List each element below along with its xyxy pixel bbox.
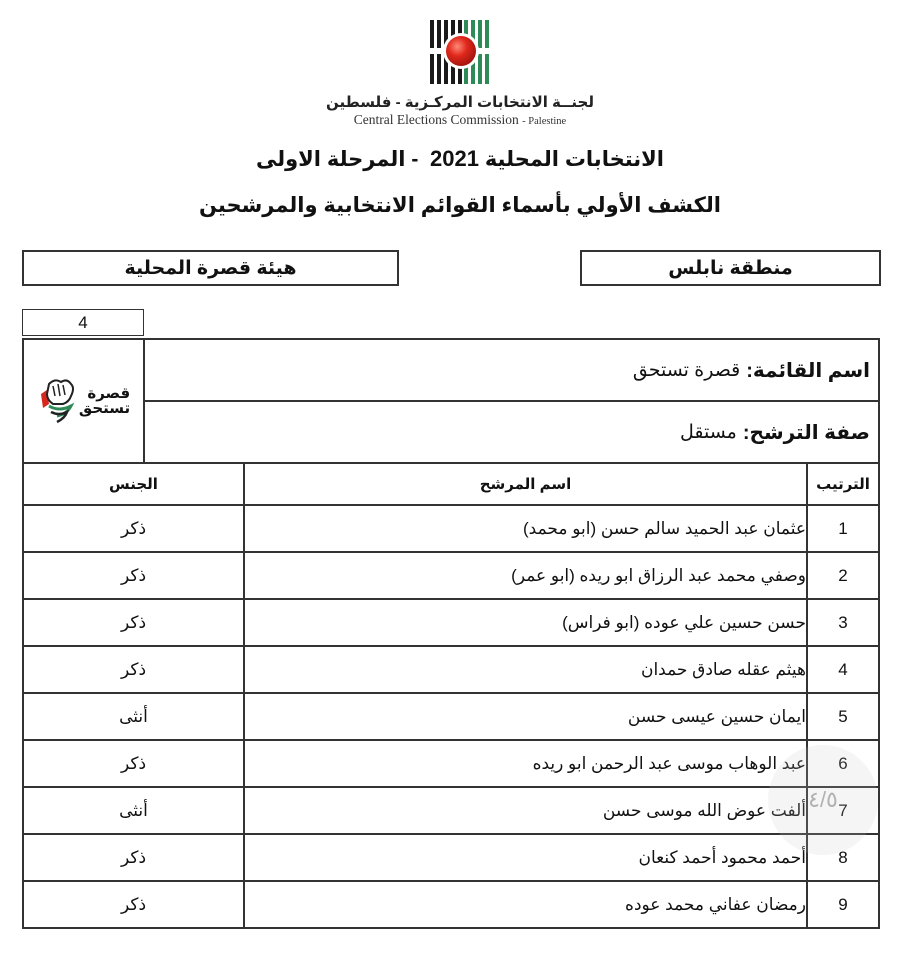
document-title	[150, 146, 770, 172]
cell-order: 3	[807, 599, 878, 646]
cell-gender: ذكر	[24, 599, 244, 646]
raised-fist-logo-icon	[37, 376, 130, 426]
candidacy-type-label: صفة الترشح:	[742, 421, 870, 444]
list-name-label: اسم القائمة:	[746, 359, 870, 382]
candidate-list-sheet	[22, 338, 880, 929]
list-logo-text-line1: قصرة	[87, 385, 131, 402]
list-logo-text	[79, 386, 130, 416]
cell-candidate-name: عثمان عبد الحميد سالم حسن (ابو محمد)	[244, 505, 807, 552]
header-gender: الجنس	[24, 464, 244, 505]
document-subtitle: الكشف الأولي بأسماء القوائم الانتخابية والمرشحين	[199, 194, 721, 217]
table-row	[24, 599, 878, 646]
list-name-row	[145, 340, 878, 400]
org-name-english-main: Central Elections Commission	[353, 112, 519, 127]
cell-gender: ذكر	[24, 646, 244, 693]
cell-candidate-name: وصفي محمد عبد الرزاق ابو ريده (ابو عمر)	[244, 552, 807, 599]
cell-gender: ذكر	[24, 552, 244, 599]
cell-candidate-name: ايمان حسين عيسى حسن	[244, 693, 807, 740]
cell-order: 5	[807, 693, 878, 740]
local-authority-box: هيئة قصرة المحلية	[22, 250, 399, 286]
table-header-row	[24, 464, 878, 505]
cell-order: 8	[807, 834, 878, 881]
candidates-table	[24, 464, 878, 929]
title-phase: - المرحلة الاولى	[255, 148, 419, 171]
title-election-label: الانتخابات المحلية	[484, 148, 665, 171]
cell-candidate-name: حسن حسين علي عوده (ابو فراس)	[244, 599, 807, 646]
list-info-cells	[145, 340, 878, 462]
header-order: الترتيب	[807, 464, 878, 505]
cell-candidate-name: هيثم عقله صادق حمدان	[244, 646, 807, 693]
table-row	[24, 787, 878, 834]
list-info-block	[24, 340, 878, 464]
title-year: 2021	[430, 146, 479, 171]
table-row	[24, 881, 878, 928]
cell-candidate-name: أحمد محمود أحمد كنعان	[244, 834, 807, 881]
candidacy-type-value: مستقل	[680, 421, 737, 443]
cell-order: 6	[807, 740, 878, 787]
cell-gender: أنثى	[24, 787, 244, 834]
cell-gender: ذكر	[24, 740, 244, 787]
region-box: منطقة نابلس	[580, 250, 881, 286]
org-name-arabic: لجنــة الانتخابات المركـزية - فلسطين	[326, 94, 594, 111]
cell-candidate-name: عبد الوهاب موسى عبد الرحمن ابو ريده	[244, 740, 807, 787]
list-number-box: 4	[22, 309, 144, 336]
table-row	[24, 505, 878, 552]
table-row	[24, 552, 878, 599]
cell-order: 4	[807, 646, 878, 693]
cell-order: 7	[807, 787, 878, 834]
table-row	[24, 834, 878, 881]
cell-gender: ذكر	[24, 505, 244, 552]
list-logo-text-line2: تستحق	[78, 400, 131, 417]
cell-candidate-name: رمضان عفاني محمد عوده	[244, 881, 807, 928]
cell-order: 2	[807, 552, 878, 599]
cell-gender: ذكر	[24, 834, 244, 881]
table-row	[24, 646, 878, 693]
cell-gender: أنثى	[24, 693, 244, 740]
table-row	[24, 693, 878, 740]
org-name-english	[300, 112, 620, 128]
cec-logo-icon	[430, 20, 492, 84]
header-candidate-name: اسم المرشح	[244, 464, 807, 505]
cell-gender: ذكر	[24, 881, 244, 928]
list-logo-cell	[24, 340, 145, 462]
page-indicator-text: ٤/٥	[808, 787, 838, 812]
cell-order: 9	[807, 881, 878, 928]
list-name-value: قصرة تستحق	[632, 359, 741, 381]
candidacy-type-row	[145, 400, 878, 462]
cell-candidate-name: ألفت عوض الله موسى حسن	[244, 787, 807, 834]
cell-order: 1	[807, 505, 878, 552]
org-name-english-suffix: - Palestine	[522, 116, 567, 127]
table-row	[24, 740, 878, 787]
